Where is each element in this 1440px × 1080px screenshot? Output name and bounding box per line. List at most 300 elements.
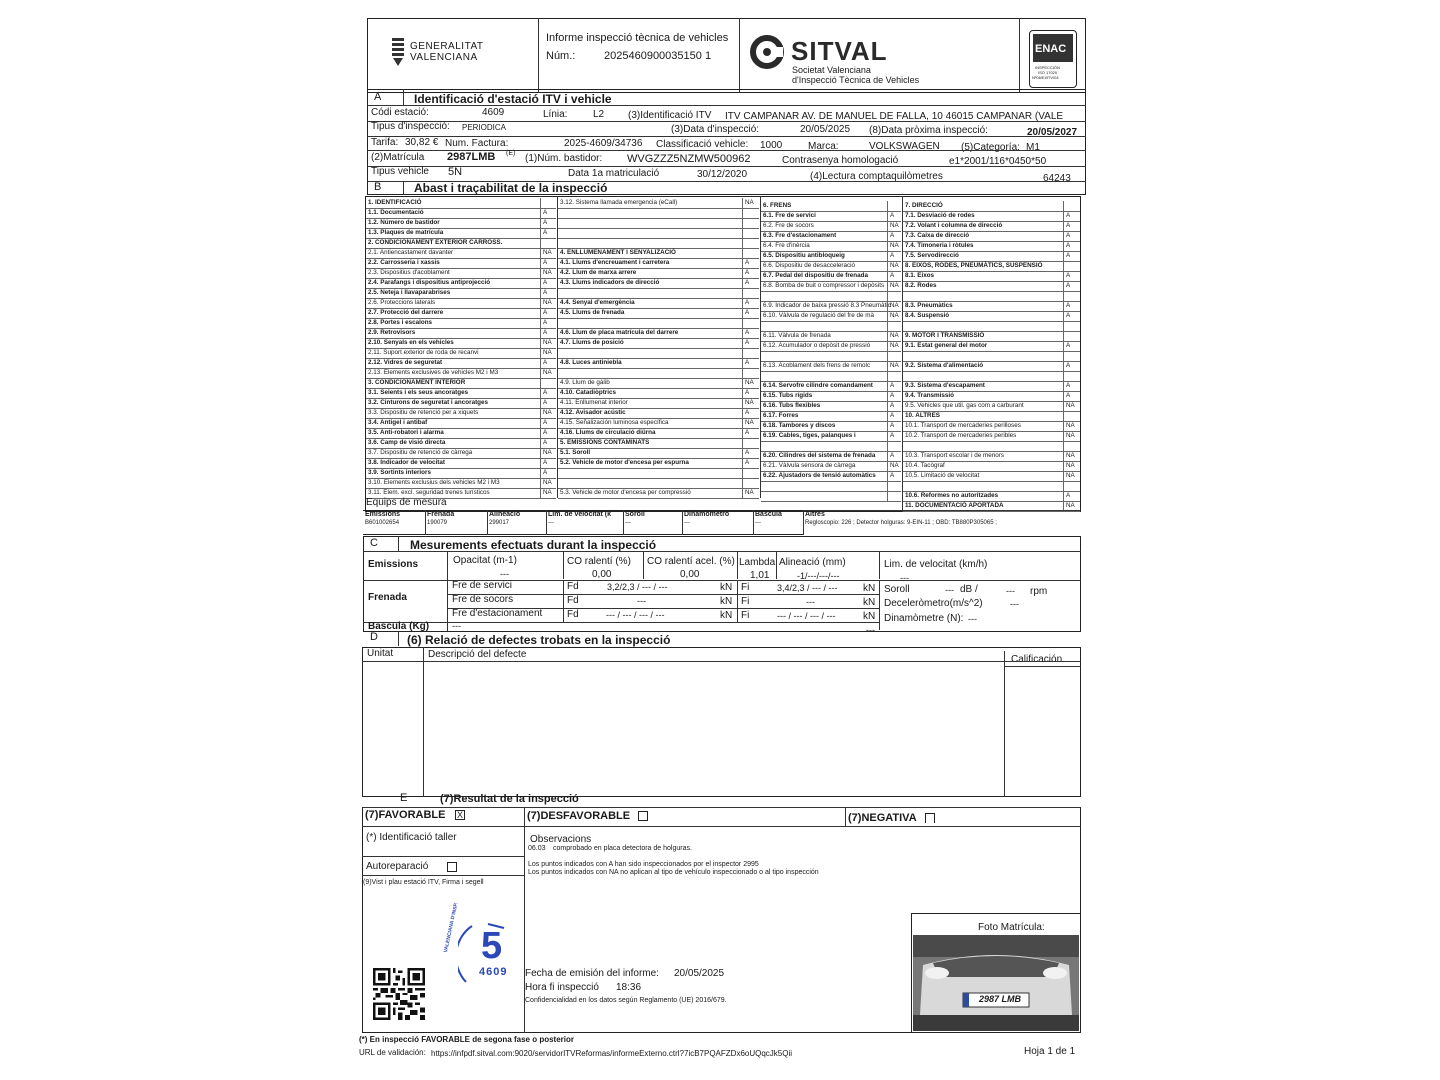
observacions-label: Observacions	[530, 834, 592, 845]
scope-item-status	[887, 491, 890, 501]
scope-item-status: A	[540, 318, 547, 328]
fi-estacionament: --- / --- / --- / ---	[777, 611, 836, 621]
equip-value: ---	[548, 520, 554, 526]
fecha-emision-label: Fecha de emisión del informe:	[525, 968, 659, 979]
validation-url-link[interactable]: https://infpdf.sitval.com:9020/servidorITVReformas/informeExterno.ctrl?7icB7PQAFZDx6oUQqcJk5Qii	[431, 1049, 793, 1058]
scope-item-label: 6.15. Tubs rígids	[763, 392, 813, 399]
scope-item-status	[1063, 371, 1066, 381]
categoria-label: (5)Categoría:	[961, 142, 1020, 153]
equip-label: Alineació	[489, 511, 521, 518]
scope-item-status	[1063, 321, 1066, 331]
scope-item-label: 2.9. Retrovisors	[368, 329, 416, 336]
scope-item-label: 3.4. Antigel i antibaf	[368, 419, 428, 426]
tipus-vehicle-label: Tipus vehicle	[371, 166, 429, 177]
scope-item-label: 9.3. Sistema d'escapament	[905, 382, 985, 389]
desfavorable-checkbox[interactable]	[638, 811, 648, 821]
autoreparacio-checkbox[interactable]	[447, 862, 457, 872]
scope-item-status: A	[887, 251, 894, 261]
homologacio-label: Contrasenya homologació	[782, 155, 899, 166]
sitval-sub1: Societat Valenciana	[792, 65, 871, 75]
observacions-line2: Los puntos indicados con A han sido inspeccionados por el inspector 2995	[528, 861, 759, 868]
scope-item-label: 8. EIXOS, RODES, PNEUMÀTICS, SUSPENSIÓ	[905, 262, 1043, 269]
tipus-inspeccio-label: Tipus d'inspecció:	[371, 121, 450, 132]
scope-item-status	[887, 481, 890, 491]
scope-item-status: NA	[887, 241, 899, 251]
matricula-label: (2)Matrícula	[371, 152, 425, 163]
scope-item-status	[1063, 481, 1066, 491]
equip-value: ---	[684, 520, 690, 526]
confidencialidad: Confidencialidad en los datos según Reglamento (UE) 2016/679.	[525, 997, 727, 1004]
scope-item-label: 2.13. Elements exclusives de vehicles M2 i M3	[368, 369, 499, 376]
enac-sub-line2: ISO 17020	[1038, 70, 1058, 75]
scope-item-status	[1063, 411, 1066, 421]
scope-item-status	[887, 441, 890, 451]
scope-item-status	[742, 218, 745, 228]
scope-item-status: A	[1063, 241, 1070, 251]
scope-item-label: 3. CONDICIONAMENT INTERIOR	[368, 379, 466, 386]
scope-item-label: 1.3. Plaques de matrícula	[368, 229, 444, 236]
scope-item-status	[742, 238, 745, 248]
scope-item-status	[1063, 201, 1066, 211]
scope-item-status: A	[1063, 281, 1070, 291]
equip-value: Regloscopio: 226 ; Detector holguras: 9-EIN-11 ; OBD: TB880P305065 ;	[805, 520, 997, 526]
page-indicator: Hoja 1 de 1	[1024, 1046, 1076, 1057]
scope-item-label: 6.12. Acumulador o depòsit de pressió	[763, 342, 871, 349]
scope-item-label: 6.8. Bomba de buit o compressor i depòsits	[763, 282, 885, 289]
scope-item-status: A	[742, 308, 749, 318]
scope-item-label: 2.12. Vidres de seguretat	[368, 359, 443, 366]
scope-item-label: 8.4. Suspensió	[905, 312, 950, 319]
section-c-title: Mesurements efectuats durant la inspecció	[410, 538, 657, 552]
codi-estacio-label: Códi estació:	[371, 107, 429, 118]
scope-item-label: 6.14. Servofre cilindre comandament	[763, 382, 873, 389]
foto-label: Foto Matrícula:	[978, 922, 1045, 933]
scope-item-label: 7.5. Servodirecció	[905, 252, 959, 259]
id-itv-label: (3)Identificació ITV	[628, 110, 712, 121]
scope-item-label: 3.9. Sortints interiors	[368, 469, 431, 476]
scope-item-status: A	[742, 278, 749, 288]
classificacio-label: Classificació vehicle:	[656, 139, 749, 150]
alineacio-label: Alineació (mm)	[779, 557, 846, 568]
scope-item-status: A	[540, 398, 547, 408]
scope-item-status: A	[1063, 271, 1070, 281]
scope-item-status: NA	[887, 341, 899, 351]
report-title: Informe inspecció tècnica de vehicles	[546, 32, 729, 44]
hora-fi-label: Hora fi inspecció	[525, 982, 599, 993]
lambda-label: Lambda	[739, 557, 776, 568]
scope-item-status: A	[887, 271, 894, 281]
scope-item-label: 2.1. Antiencastament davanter	[368, 249, 454, 256]
scope-item-label: 4.1. Llums d'encreuament i carretera	[560, 259, 670, 266]
scope-item-status	[742, 208, 745, 218]
unitat-header: Unitat	[367, 648, 394, 659]
dinamometre-label: Dinamòmetre (N):	[884, 613, 964, 624]
negativa-label: (7)NEGATIVA	[848, 812, 917, 824]
scope-item-label: 3.3. Dispositiu de retenció per a xiquets	[368, 409, 479, 416]
num-factura-label: Num. Factura:	[445, 138, 509, 149]
vist-i-plau: (9)Vist i plau estació ITV, Firma i segell	[363, 879, 484, 886]
section-c-letter: C	[370, 537, 378, 549]
scope-item-status: NA	[887, 461, 899, 471]
scope-item-status: A	[540, 308, 547, 318]
fi-label-3: Fi	[741, 610, 750, 621]
scope-item-status: NA	[1063, 401, 1075, 411]
scope-item-status	[1063, 291, 1066, 301]
scope-item-label: 6.20. Cilindres del sistema de frenada	[763, 452, 876, 459]
scope-item-label: 4. ENLLUMENAMENT I SENYALIZACIÓ	[560, 249, 676, 256]
scope-item-status	[1063, 261, 1066, 271]
scope-item-status: A	[742, 358, 749, 368]
scope-item-status: NA	[887, 281, 899, 291]
marca-label: Marca:	[808, 141, 839, 152]
scope-item-status	[742, 468, 745, 478]
sitval-sub2: d'Inspecció Tècnica de Vehicles	[792, 75, 920, 85]
scope-item-label: 6.11. Vàlvula de frenada	[763, 332, 831, 339]
scope-item-label: 2.11. Suport exterior de roda de recanvi	[368, 349, 479, 356]
qualificacio-header: Calificación	[1011, 654, 1063, 665]
scope-item-status: A	[540, 438, 547, 448]
fd-estacionament: --- / --- / --- / ---	[606, 610, 665, 620]
scope-item-label: 2.2. Carrosseria i xassis	[368, 259, 440, 266]
sitval-logo-text: SITVAL	[791, 36, 888, 66]
scope-item-status: NA	[887, 301, 899, 311]
scope-item-status: A	[887, 471, 894, 481]
scope-item-status: A	[540, 228, 547, 238]
scope-item-label: 11. DOCUMENTACIÓ APORTADA	[905, 502, 1004, 509]
scope-item-status: NA	[540, 488, 552, 498]
kn-unit-6: kN	[863, 611, 876, 622]
scope-item-status	[887, 351, 890, 361]
scope-item-status	[742, 288, 745, 298]
fre-socors-label: Fre de socors	[452, 594, 514, 605]
scope-item-status: A	[742, 388, 749, 398]
section-b-letter: B	[374, 181, 382, 193]
marca-value: VOLKSWAGEN	[869, 141, 940, 152]
section-e-title: (7)Resultat de la inspecció	[440, 793, 579, 805]
descripcio-header: Descripció del defecte	[428, 649, 527, 660]
section-a-title: Identificació d'estació ITV i vehicle	[414, 92, 612, 106]
homologacio-value: e1*2001/116*0450*50	[949, 156, 1047, 167]
scope-item-label: 2.4. Parafangs i dispositius antiprojecció	[368, 279, 491, 286]
scope-item-status: NA	[540, 448, 552, 458]
decelerometre-value: ---	[1010, 599, 1019, 609]
scope-item-status	[1063, 331, 1066, 341]
equip-value: 299017	[489, 520, 510, 526]
scope-item-status: NA	[887, 311, 899, 321]
comptaquilometres-label: (4)Lectura comptaquilòmetres	[810, 171, 943, 182]
scope-item-label: 8.3. Pneumàtics	[905, 302, 953, 309]
scope-item-label: 6.1. Fre de servici	[763, 212, 816, 219]
fd-socors: ---	[637, 596, 646, 606]
scope-item-status: NA	[742, 378, 754, 388]
gv-logo-line1: GENERALITAT	[410, 41, 484, 52]
linia-label: Línia:	[543, 109, 568, 120]
scope-item-status: A	[887, 381, 894, 391]
observacions-line3: Los puntos indicados con NA no aplican al tipo de vehículo inspeccionado o al tipo inspección	[528, 869, 819, 876]
fd-label-1: Fd	[567, 581, 579, 592]
fre-servici-label: Fre de servici	[452, 580, 513, 591]
observacions-line1: comprobado en placa detectora de holguras.	[553, 845, 692, 852]
scope-item-status: A	[540, 458, 547, 468]
scope-item-label: 6.5. Dispositiu antibloqueig	[763, 252, 845, 259]
scope-item-label: 4.7. Llums de posició	[560, 339, 624, 346]
hora-fi-value: 18:36	[616, 982, 642, 993]
fd-label-3: Fd	[567, 609, 579, 620]
scope-item-label: 6.9. Indicador de baixa pressió 8.3 Pneumàtic	[763, 302, 891, 309]
fd-servici: 3,2/2,3 / --- / ---	[607, 582, 668, 592]
lambda-value: 1,01	[750, 570, 770, 581]
tarifa-label: Tarifa:	[371, 137, 399, 148]
soroll-rpm-value: ---	[1006, 586, 1015, 596]
db-unit: dB /	[960, 584, 978, 595]
scope-item-label: 3.7. Dispositiu de retenció de càrrega	[368, 449, 473, 456]
linia-value: L2	[593, 109, 605, 120]
scope-item-label: 10.6. Reformes no autoritzades	[905, 492, 999, 499]
scope-item-label: 10.5. Limitació de velocitat	[905, 472, 980, 479]
opacitat-value: ---	[500, 569, 509, 579]
section-d-letter: D	[370, 631, 378, 643]
scope-item-status: NA	[540, 478, 552, 488]
scope-item-label: 7. DIRECCIÓ	[905, 202, 943, 209]
scope-item-label: 5.1. Soroll	[560, 449, 591, 456]
scope-item-label: 6.2. Fre de socors	[763, 222, 814, 229]
scope-item-label: 7.2. Volant i columna de direcció	[905, 222, 1003, 229]
equip-value: ---	[755, 520, 761, 526]
scope-item-status: A	[540, 468, 547, 478]
scope-item-label: 9.4. Transmissió	[905, 392, 955, 399]
comptaquilometres-value: 64243	[1043, 173, 1071, 184]
categoria-value: M1	[1026, 142, 1040, 153]
bascula-label: Bascula (Kg)	[368, 621, 430, 632]
equip-label: Frenada	[427, 511, 455, 518]
fi-label-2: Fi	[741, 596, 750, 607]
equip-label: Soroll	[625, 511, 645, 518]
scope-item-status: A	[540, 288, 547, 298]
alineacio-value: -1/---/---/---	[797, 571, 840, 581]
desfavorable-label: (7)DESFAVORABLE	[527, 810, 631, 822]
scope-item-status: A	[887, 451, 894, 461]
co-ralenti-label: CO ralentí (%)	[567, 556, 631, 567]
scope-item-label: 3.8. Indicador de velocitat	[368, 459, 445, 466]
num-value: 2025460900035150 1	[604, 50, 712, 62]
fi-label-1: Fi	[741, 582, 750, 593]
decelerometre-label: Deceleròmetro(m/s^2)	[884, 598, 983, 609]
scope-item-status: A	[742, 448, 749, 458]
scope-item-label: 4.2. Llum de marxa arrere	[560, 269, 637, 276]
scope-item-label: 5. EMISSIONS CONTAMINATS	[560, 439, 650, 446]
scope-item-status: A	[540, 258, 547, 268]
scope-item-label: 4.16. Llums de circulació diürna	[560, 429, 656, 436]
scope-item-label: 4.9. Llum de gàlib	[560, 379, 610, 386]
fi-servici: 3,4/2,3 / --- / ---	[777, 583, 838, 593]
enac-sub-line3: Nº06/EI/ITV/04	[1032, 75, 1059, 80]
kn-unit-2: kN	[720, 596, 733, 607]
emissions-label: Emissions	[368, 559, 419, 570]
scope-item-status: NA	[742, 398, 754, 408]
data-inspeccio-value: 20/05/2025	[800, 124, 851, 135]
scope-item-label: 3.5. Anti-robatori i alarma	[368, 429, 444, 436]
scope-item-status: NA	[540, 298, 552, 308]
scope-item-label: 4.4. Senyal d'emergència	[560, 299, 635, 306]
scope-item-label: 10. ALTRES	[905, 412, 940, 419]
scope-item-status: A	[1063, 311, 1070, 321]
scope-item-label: 7.4. Timoneria i ròtules	[905, 242, 974, 249]
scope-item-label: 2.10. Senyals en els vehicles	[368, 339, 454, 346]
scope-item-status	[742, 348, 745, 358]
scope-item-label: 9. MOTOR I TRANSMISSIÓ	[905, 332, 985, 339]
scope-item-label: 4.15. Señalización luminosa específica	[560, 419, 669, 426]
scope-item-label: 2.6. Proteccions laterals	[368, 299, 436, 306]
scope-item-label: 5.2. Vehicle de motor d'encesa per espurna	[560, 459, 689, 466]
data-inspeccio-label: (3)Data d'inspecció:	[671, 124, 760, 135]
co-ralenti-value: 0,00	[592, 569, 612, 580]
equip-label: Emissions	[365, 511, 401, 518]
scope-item-status: A	[1063, 491, 1070, 501]
scope-item-status: NA	[887, 261, 899, 271]
scope-item-label: 10.1. Transport de mercaderies perilloses	[905, 422, 1021, 429]
scope-item-status: A	[540, 388, 547, 398]
scope-item-label: 4.10. Catadiòptrics	[560, 389, 616, 396]
scope-item-label: 6.6. Dispositiu de desacceleració	[763, 262, 856, 269]
scope-item-status	[742, 318, 745, 328]
num-label: Núm.:	[546, 50, 576, 62]
rpm-unit: rpm	[1030, 586, 1048, 597]
scope-item-status	[742, 478, 745, 488]
scope-item-status: NA	[1063, 461, 1075, 471]
scope-item-status: A	[540, 208, 547, 218]
scope-item-label: 5.3. Vehicle de motor d'encesa per compressió	[560, 489, 691, 496]
scope-item-label: 2.5. Neteja i llavaparabrises	[368, 289, 451, 296]
scope-item-status: A	[887, 401, 894, 411]
scope-item-status: A	[1063, 341, 1070, 351]
scope-item-label: 3.12. Sistema llamada emergencia (eCall)	[560, 199, 678, 206]
equip-label: Lim. de velocitat (k	[548, 511, 612, 518]
scope-item-label: 9.5. Vehicles que util. gas com a carburant	[905, 402, 1024, 409]
scope-item-label: 3.10. Elements exclusius dels vehicles M2 i M3	[368, 479, 500, 486]
fd-label-2: Fd	[567, 595, 579, 606]
equip-label: Dinamómetro	[684, 511, 730, 518]
scope-item-label: 6.7. Pedal del dispositiu de frenada	[763, 272, 868, 279]
autoreparacio-label: Autoreparació	[366, 861, 429, 872]
scope-item-label: 10.2. Transport de mercaderies peribles	[905, 432, 1017, 439]
observacions-code: 06.03	[528, 845, 546, 852]
equip-value: ---	[625, 520, 631, 526]
bascula-value: ---	[452, 621, 461, 631]
gv-logo-line2: VALENCIANA	[410, 52, 478, 63]
scope-item-label: 10.3. Transport escolar i de menors	[905, 452, 1005, 459]
scope-item-status: NA	[540, 268, 552, 278]
scope-item-status: NA	[540, 348, 552, 358]
scope-item-status	[1063, 441, 1066, 451]
scope-item-label: 2.3. Dispositius d'acoblament	[368, 269, 450, 276]
tipus-vehicle-value: 5N	[448, 166, 463, 178]
scope-item-status: A	[742, 408, 749, 418]
scope-item-status: NA	[742, 198, 754, 208]
scope-item-label: 6.18. Tambores y discos	[763, 422, 836, 429]
scope-item-status: A	[887, 411, 894, 421]
scope-item-status	[742, 248, 745, 258]
scope-item-label: 4.3. Llums indicadors de direcció	[560, 279, 660, 286]
matricula-tag: (E)	[506, 150, 516, 157]
negativa-checkbox[interactable]	[925, 813, 935, 823]
scope-item-status: A	[1063, 231, 1070, 241]
scope-item-status: NA	[887, 361, 899, 371]
scope-item-status: A	[540, 328, 547, 338]
scope-item-status: NA	[1063, 501, 1075, 511]
scope-item-label: 6.19. Cables, tiges, palanques i	[763, 432, 856, 439]
scope-item-label: 2. CONDICIONAMENT EXTERIOR CARROSS.	[368, 239, 503, 246]
scope-item-label: 6.21. Vàlvula sensora de càrrega	[763, 462, 856, 469]
scope-item-status: NA	[742, 418, 754, 428]
scope-item-label: 4.6. Llum de placa matrícula del darrere	[560, 329, 679, 336]
bastidor-value: WVGZZZ5NZMW500962	[627, 153, 751, 165]
scope-item-status: A	[887, 391, 894, 401]
scope-item-status: A	[1063, 391, 1070, 401]
scope-item-status: A	[742, 298, 749, 308]
section-e-letter: E	[400, 792, 408, 804]
scope-item-status: NA	[1063, 471, 1075, 481]
fi-socors: ---	[806, 597, 815, 607]
scope-item-status: A	[887, 211, 894, 221]
scope-item-status: A	[742, 328, 749, 338]
scope-item-label: 4.8. Luces antiniebla	[560, 359, 622, 366]
qr-code-icon	[373, 968, 425, 1020]
plate-in-photo: 2987 LMB	[979, 994, 1022, 1004]
scope-item-label: 1.2. Número de bastidor	[368, 219, 440, 226]
tipus-inspeccio-value: PERIODICA	[462, 123, 507, 132]
enac-logo-text: ENAC	[1035, 43, 1067, 55]
data-proxima-label: (8)Data pròxima inspecció:	[869, 125, 988, 136]
scope-item-label: 3.2. Cinturons de seguretat i ancoratges	[368, 399, 489, 406]
license-plate-photo	[913, 935, 1079, 1031]
scope-item-label: 7.3. Caixa de direcció	[905, 232, 970, 239]
fecha-emision-value: 20/05/2025	[674, 968, 725, 979]
equip-value: B601002654	[365, 520, 400, 526]
fre-estacionament-label: Fre d'estacionament	[452, 608, 543, 619]
scope-item-status: NA	[540, 408, 552, 418]
scope-item-status: A	[540, 418, 547, 428]
scope-item-status	[887, 321, 890, 331]
sitval-logo-icon	[750, 35, 784, 69]
scope-item-label: 4.11. Enllumenat interior	[560, 399, 628, 406]
scope-item-status: NA	[887, 221, 899, 231]
scope-item-status: A	[887, 431, 894, 441]
scope-item-label: 8.1. Eixos	[905, 272, 935, 279]
matricula-value: 2987LMB	[447, 151, 496, 163]
scope-item-label: 9.1. Estat general del motor	[905, 342, 988, 349]
url-label: URL de validación:	[359, 1048, 426, 1057]
scope-item-label: 7.1. Desviació de rodes	[905, 212, 975, 219]
scope-item	[558, 488, 759, 499]
scope-item-status: NA	[540, 338, 552, 348]
equip-label: Altres	[805, 511, 825, 518]
scope-item-label: 3.6. Camp de visió directa	[368, 439, 446, 446]
scope-item-status: A	[1063, 361, 1070, 371]
scope-item-status: A	[742, 458, 749, 468]
footer-note: (*) En inspecció FAVORABLE de segona fase o posterior	[359, 1035, 575, 1044]
scope-item-label: 6.17. Forres	[763, 412, 799, 419]
scope-item-status: NA	[1063, 421, 1075, 431]
scope-item-status: A	[742, 338, 749, 348]
scope-item-status	[742, 438, 745, 448]
scope-item-status: A	[1063, 301, 1070, 311]
scope-item-label: 6.4. Fre d'inèrcia	[763, 242, 810, 249]
co-accel-value: 0,00	[680, 569, 700, 580]
scope-item-status: A	[540, 428, 547, 438]
favorable-checkbox[interactable]: X	[456, 810, 463, 820]
scope-item-label: 4.5. Llums de frenada	[560, 309, 625, 316]
scope-item-status: NA	[1063, 431, 1075, 441]
